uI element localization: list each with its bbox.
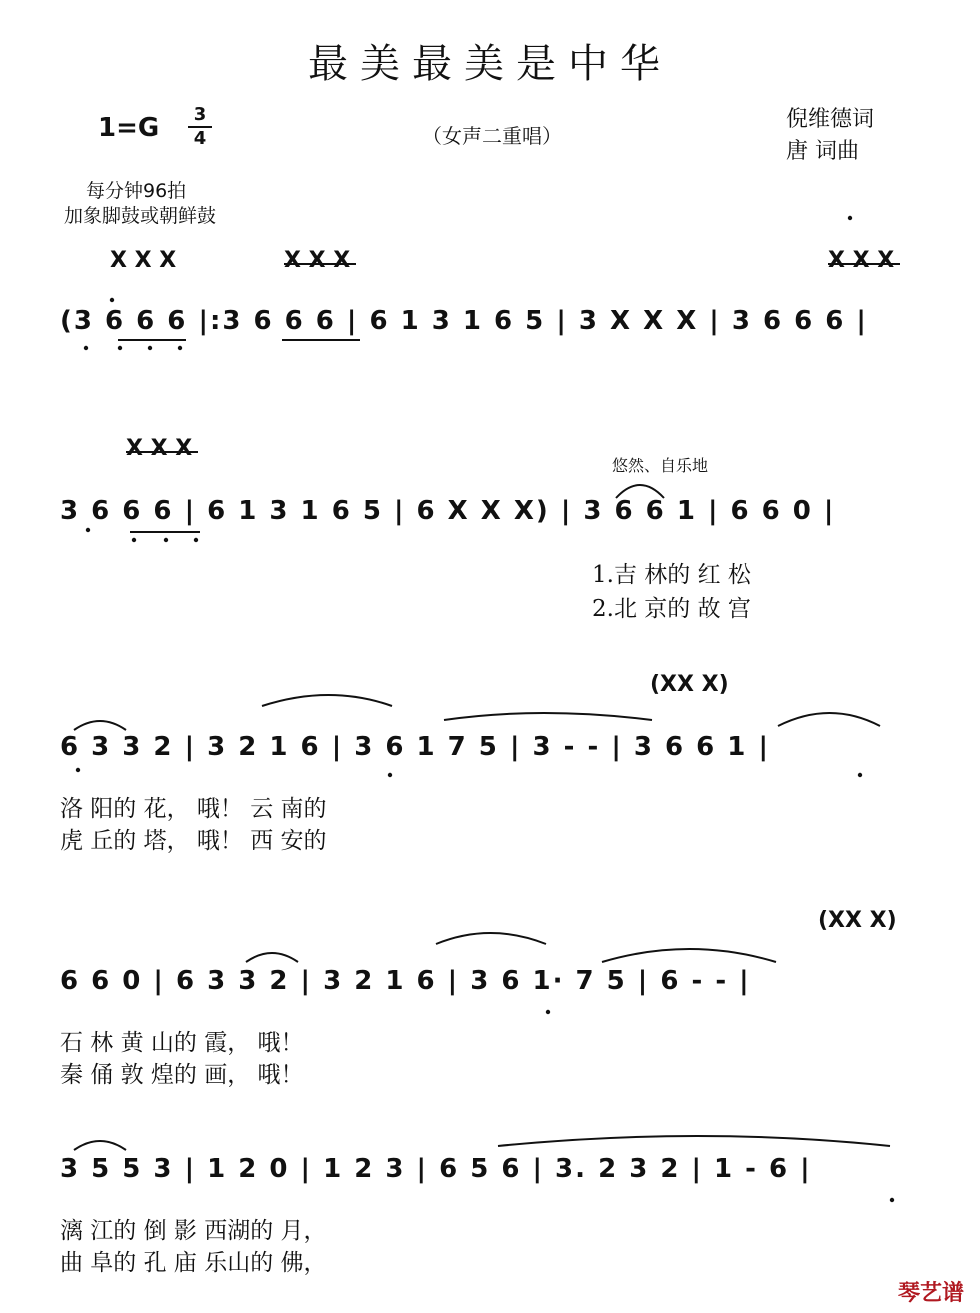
percussion-x: X X X [110,248,177,273]
lyrics-verse-1: 漓 江的 倒 影 西湖的 月， [60,1218,327,1244]
slur [436,933,546,944]
slur [74,1141,126,1150]
time-signature-bottom: 4 [193,128,207,149]
percussion-x: X X X [126,436,193,461]
lyrics-verse-1: 1.吉 林的 红 松 [592,562,751,588]
slur [262,695,392,706]
expression-marking: 悠然、自乐地 [612,456,709,475]
slur [616,485,664,498]
notation-line: 6 3 3 2 | 3 2 1 6 | 3 6 1 7 5 | 3 - - | 3 6 6 1 | [60,732,770,762]
lyrics-verse-1: 石 林 黄 山的 霞， 哦！ [60,1030,304,1056]
lyrics-verse-2: 曲 阜的 孔 庙 乐山的 佛， [60,1250,327,1276]
notation-line: (3 6 6 6 |:3 6 6 6 | 6 1 3 1 6 5 | 3 X X X | 3 6 6 6 | [60,306,868,336]
lyrics-verse-2: 虎 丘的 塔， 哦！ 西 安的 [60,828,327,854]
notation-line: 6 6 0 | 6 3 3 2 | 3 2 1 6 | 3 6 1· 7 5 | 6 - - | [60,966,751,996]
lyrics-verse-2: 2.北 京的 故 宫 [592,596,751,622]
slur [246,953,298,962]
time-signature-top: 3 [193,104,207,125]
notation-line: 3 5 5 3 | 1 2 0 | 1 2 3 | 6 5 6 | 3. 2 3 2 | 1 - 6 | [60,1154,812,1184]
slur [444,713,652,720]
lyrics-verse-2: 秦 俑 敦 煌的 画， 哦！ [60,1062,304,1088]
key-signature: 1=G [98,113,160,143]
song-title: 最美最美是中华 [308,41,672,87]
percussion-note: 加象脚鼓或朝鲜鼓 [64,205,217,227]
watermark-logo: 琴艺谱 [897,1281,964,1306]
lyricist-credit: 倪维德词 [786,107,875,132]
percussion-x: X X X [828,248,895,273]
slur [74,721,126,730]
slur [778,713,880,726]
voice-type: （女声二重唱） [422,124,562,148]
percussion-x: (XX X) [818,908,897,933]
percussion-x: (XX X) [650,672,729,697]
composer-credit: 唐 词曲 [786,139,859,164]
percussion-x: X X X [284,248,351,273]
slur [498,1136,890,1146]
notation-line: 3 6 6 6 | 6 1 3 1 6 5 | 6 X X X) | 3 6 6 1 | 6 6 0 | [60,496,836,526]
tempo-marking: 每分钟96拍 [86,180,187,202]
lyrics-verse-1: 洛 阳的 花， 哦！ 云 南的 [60,796,327,822]
slur [602,949,776,962]
